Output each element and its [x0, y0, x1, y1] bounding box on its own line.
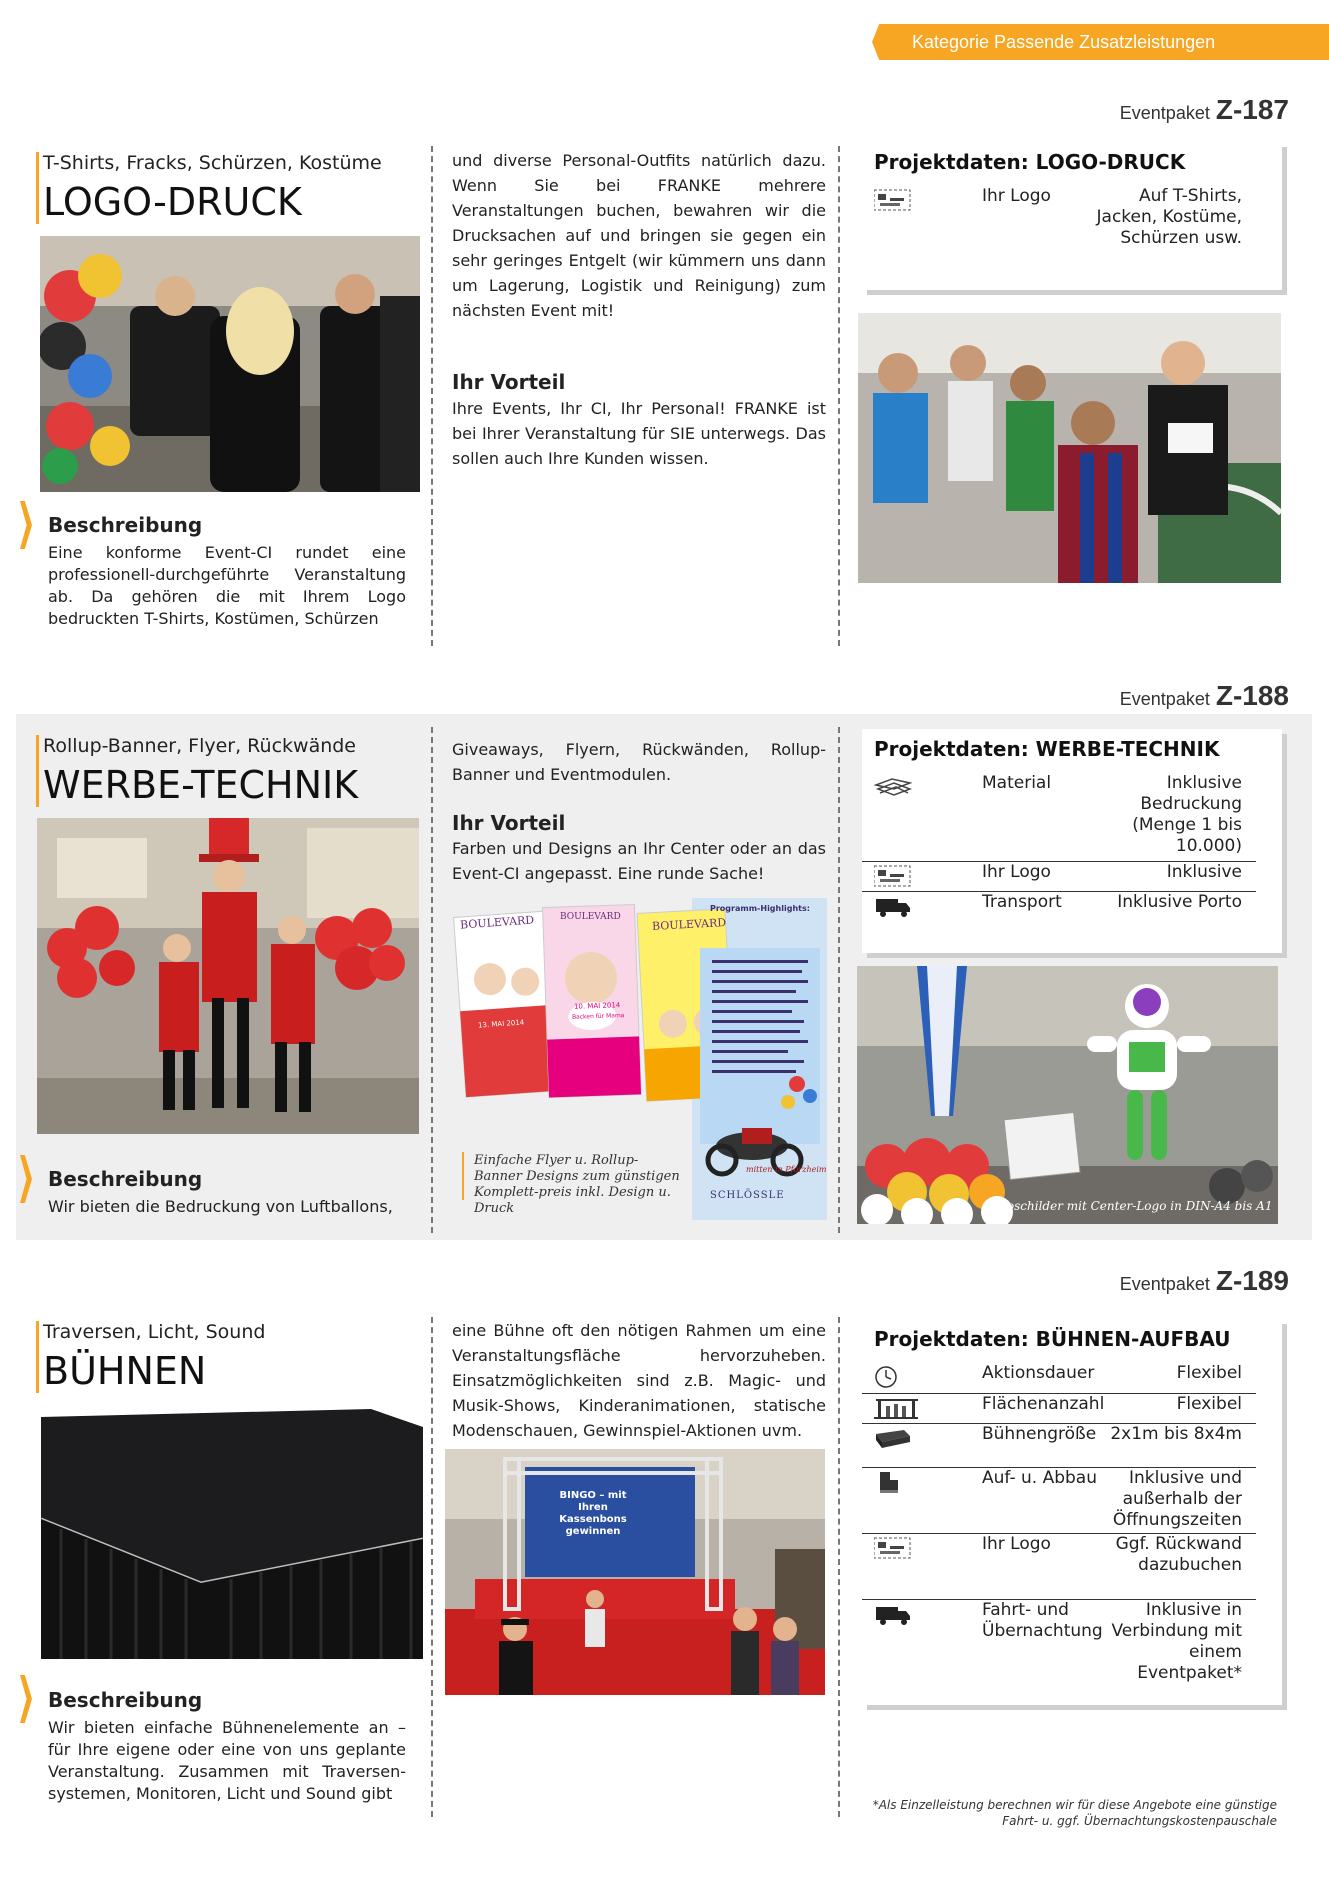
advantage-heading: Ihr Vorteil — [452, 811, 566, 835]
package-number: Z-187 — [1215, 94, 1289, 125]
qr-code-icon — [874, 188, 912, 212]
section-title: LOGO-DRUCK — [43, 180, 302, 224]
project-data-row — [862, 891, 1256, 928]
middle-text: Giveaways, Flyern, Rückwänden, Rollup-Banner und Eventmodulen. — [452, 740, 826, 784]
row-label: Bühnengröße — [982, 1424, 1097, 1444]
clock-icon — [874, 1365, 912, 1389]
flyer-date: 13. MAI 2014 — [477, 1018, 525, 1030]
project-data-title: Projektdaten: LOGO-DRUCK — [874, 150, 1186, 174]
package-number: Z-188 — [1215, 680, 1289, 711]
package-prefix: Eventpaket — [1119, 1274, 1210, 1294]
advantage-heading: Ihr Vorteil — [452, 370, 566, 394]
project-data-row — [862, 1467, 1256, 1534]
footnote: *Als Einzelleistung berechnen wir für diese Angebote eine günstige Fahrt- u. ggf. Übernachtungskostenpauschale — [872, 1798, 1277, 1828]
project-data-title: Projektdaten: WERBE-TECHNIK — [874, 737, 1220, 761]
section-title: BÜHNEN — [43, 1349, 207, 1393]
photo-stage-platform — [41, 1409, 423, 1659]
project-data-row — [862, 1533, 1256, 1600]
row-label: Ihr Logo — [982, 1534, 1051, 1554]
project-data-row — [862, 1599, 1256, 1690]
project-data-row — [862, 773, 1256, 863]
project-data-card — [862, 1319, 1282, 1705]
package-code-z187 — [1120, 94, 1289, 126]
description-arrow-icon — [20, 1675, 32, 1723]
row-label: Flächenanzahl — [982, 1394, 1105, 1414]
row-label: Fahrt- und Übernachtung — [982, 1600, 1103, 1641]
middle-text: eine Bühne oft den nötigen Rahmen um eine Veranstaltungsfläche hervorzuheben. Einsatzmöglichkeiten sind z.B. Magic- und Musik-Shows, Kinderanimationen, statische Modenschauen, Gewinnspiel-Aktionen uvm. — [452, 1321, 826, 1440]
project-data-title: Projektdaten: BÜHNEN-AUFBAU — [874, 1327, 1231, 1351]
photo-children-racetrack — [858, 313, 1281, 583]
row-value: 2x1m bis 8x4m — [1110, 1424, 1242, 1444]
section-heading — [36, 1321, 265, 1393]
column-divider — [431, 727, 433, 1233]
project-data-card — [862, 729, 1282, 953]
column-divider — [431, 1317, 433, 1817]
package-code-z188 — [1120, 680, 1289, 712]
project-data-row — [862, 1363, 1256, 1393]
description-heading: Beschreibung — [48, 513, 203, 537]
category-label: Kategorie Passende Zusatzleistungen — [912, 32, 1216, 52]
row-value: Ggf. Rückwand dazubuchen — [1115, 1534, 1242, 1575]
row-value: Inklusive Bedruckung (Menge 1 bis 10.000) — [1132, 773, 1242, 856]
flyer-program-heading: Programm-Highlights: — [710, 904, 810, 913]
column-divider — [838, 727, 840, 1233]
column-divider — [838, 1317, 840, 1817]
row-value: Flexibel — [1176, 1394, 1242, 1414]
row-label: Aktionsdauer — [982, 1363, 1095, 1383]
photo-logo-print-staff — [40, 236, 420, 492]
row-value: Flexibel — [1176, 1363, 1242, 1383]
flyer-caption: Einfache Flyer u. Rollup-Banner Designs zum günstigen Komplett-preis inkl. Design u. Druck — [474, 1153, 680, 1216]
description-heading: Beschreibung — [48, 1167, 203, 1191]
section-subtitle: Traversen, Licht, Sound — [43, 1321, 266, 1343]
row-value: Inklusive und außerhalb der Öffnungszeiten — [1112, 1468, 1242, 1530]
description-text: Wir bieten die Bedruckung von Luftballons, — [48, 1197, 393, 1216]
row-label: Ihr Logo — [982, 862, 1051, 882]
area-icon — [874, 1396, 912, 1420]
stage-icon — [874, 1426, 912, 1450]
project-data-card — [862, 142, 1282, 290]
row-label: Material — [982, 773, 1052, 793]
package-number: Z-189 — [1215, 1265, 1289, 1296]
row-label: Ihr Logo — [982, 186, 1051, 206]
row-value: Auf T-Shirts, Jacken, Kostüme, Schürzen usw. — [1096, 186, 1242, 248]
photo-balloon-robot — [857, 966, 1278, 1224]
project-data-row — [862, 861, 1256, 892]
description-text: Eine konforme Event-CI rundet eine professionell-durchgeführte Veranstaltung ab. Da gehören die mit Ihrem Logo bedruckten T-Shirts, Kostümen, Schürzen — [48, 543, 406, 628]
photo-stage-show — [445, 1449, 825, 1695]
column-divider — [431, 146, 433, 646]
photo-caption: Infoschilder mit Center-Logo in DIN-A4 bis A1 — [990, 1199, 1273, 1213]
package-prefix: Eventpaket — [1119, 103, 1210, 123]
qr-code-icon — [874, 864, 912, 888]
project-data-row — [862, 186, 1256, 282]
flyer-mall-name: SCHLÖSSLE — [710, 1190, 785, 1201]
row-label: Transport — [982, 892, 1062, 912]
section-heading — [36, 152, 382, 224]
stage-banner-text: BINGO – mit Ihren Kassenbons gewinnen — [559, 1490, 627, 1537]
column-divider — [838, 146, 840, 646]
flyer-brand-text: BOULEVARD — [560, 912, 621, 922]
middle-text: und diverse Personal-Outfits natürlich dazu. Wenn Sie bei FRANKE mehrere Veranstaltungen buchen, bewahren wir die Drucksachen auf und bringen sie gegen ein sehr geringes Entgelt (wir kümmern uns dann um Lagerung, Logistik und Reinigung) zum nächsten Event mit! — [452, 151, 826, 320]
package-code-z189 — [1120, 1265, 1289, 1297]
section-title: WERBE-TECHNIK — [43, 763, 359, 807]
photo-stilt-performers-balloons — [37, 818, 419, 1134]
flyer-event-text: Backen für Mama — [571, 1012, 625, 1021]
flyer-print-icon — [874, 775, 912, 799]
row-value: Inklusive — [1166, 862, 1242, 882]
flyer-tagline: mitten in Pforzheim — [746, 1165, 827, 1174]
row-value: Inklusive Porto — [1117, 892, 1242, 912]
description-heading: Beschreibung — [48, 1688, 203, 1712]
qr-code-icon — [874, 1536, 912, 1560]
row-value: Inklusive in Verbindung mit einem Eventpaket* — [1111, 1600, 1242, 1683]
project-data-row — [862, 1423, 1256, 1468]
advantage-text: Farben und Designs an Ihr Center oder an das Event-CI angepasst. Eine runde Sache! — [452, 839, 826, 883]
advantage-text: Ihre Events, Ihr CI, Ihr Personal! FRANKE ist bei Ihrer Veranstaltung für SIE unterwegs. Das sollen auch Ihre Kunden wissen. — [452, 399, 826, 468]
caption-accent-bar — [462, 1152, 464, 1200]
section-subtitle: Rollup-Banner, Flyer, Rückwände — [43, 735, 356, 757]
section-subtitle: T-Shirts, Fracks, Schürzen, Kostüme — [43, 152, 382, 174]
flyer-brand-text: BOULEVARD — [651, 916, 727, 933]
flyer-date: 10. MAI 2014 — [573, 1001, 621, 1011]
flyer-brand-text: BOULEVARD — [459, 913, 535, 932]
project-data-row — [862, 1393, 1256, 1424]
setup-icon — [874, 1470, 912, 1494]
description-arrow-icon — [20, 501, 32, 549]
truck-icon — [874, 894, 912, 918]
package-prefix: Eventpaket — [1119, 689, 1210, 709]
row-label: Auf- u. Abbau — [982, 1468, 1097, 1488]
truck-icon — [874, 1602, 912, 1626]
section-heading — [36, 735, 358, 807]
description-text: Wir bieten einfache Bühnenelemente an – für Ihre eigene oder eine von uns geplante Veranstaltung. Zusammen mit Traversen-systemen, Monitoren, Licht und Sound gibt — [48, 1718, 406, 1803]
